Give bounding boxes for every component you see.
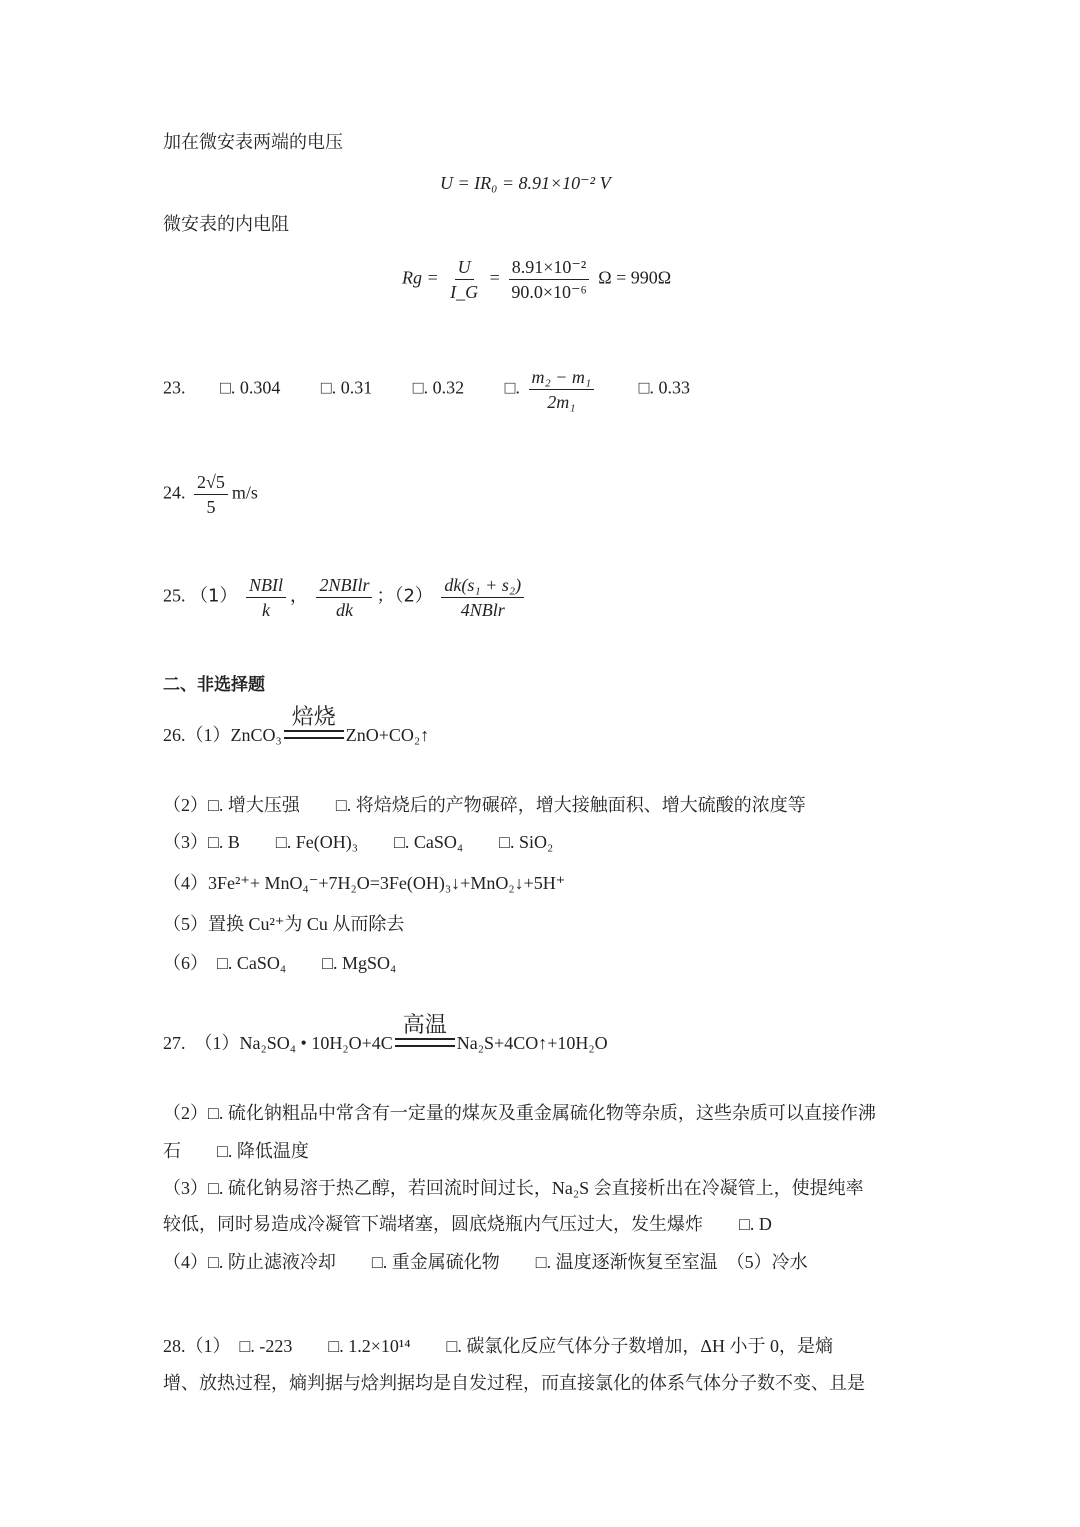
denominator: 5 xyxy=(206,497,216,517)
answer-4-label: □. xyxy=(504,377,520,398)
q26-part1 xyxy=(163,706,429,747)
q22-equation-resistance xyxy=(402,255,671,304)
eq-rhs: Ω = 990Ω xyxy=(598,267,672,288)
q23-answer xyxy=(163,365,690,414)
question-number: 25. xyxy=(163,585,186,606)
q27-part3-line2: 较低，同时易造成冷凝管下端堵塞，圆底烧瓶内气压过大，发生爆炸 □. D xyxy=(163,1214,772,1234)
fraction xyxy=(441,573,524,622)
products: Na₂S+4CO↑+10H₂O xyxy=(456,1033,608,1053)
reaction-condition xyxy=(395,1014,455,1055)
q22-equation-voltage: U = IR₀ = 8.91×10⁻² V xyxy=(440,173,611,193)
q27-part1 xyxy=(163,1014,608,1055)
answer-4-fraction xyxy=(529,365,595,414)
answer-2: □. 0.31 xyxy=(320,377,373,398)
q27-part2-line2: 石 □. 降低温度 xyxy=(163,1141,309,1161)
reactants: 26.（1）ZnCO₃ xyxy=(163,725,282,745)
q27-part4: （4）□. 防止滤液冷却 □. 重金属硫化物 □. 温度逐渐恢复至室温 （5）冷水 xyxy=(163,1252,808,1272)
numerator: m₂ − m₁ xyxy=(529,365,595,390)
part-label: （1） xyxy=(190,585,238,607)
denominator: k xyxy=(261,600,270,620)
q28-line1: 28.（1） □. -223 □. 1.2×10¹⁴ □. 碳氯化反应气体分子数增加，ΔH 小于 0，是熵 xyxy=(163,1336,834,1356)
denominator: dk xyxy=(335,600,353,620)
q26-part6: （6） □. CaSO₄ □. MgSO₄ xyxy=(163,953,397,973)
q25-answer xyxy=(163,573,528,622)
numerator: 2√5 xyxy=(194,470,228,495)
fraction xyxy=(194,470,228,519)
answer-5: □. 0.33 xyxy=(638,377,691,398)
fraction xyxy=(447,255,481,304)
denominator: 2m₁ xyxy=(547,392,576,412)
condition-label: 高温 xyxy=(402,1013,447,1038)
q22-text-voltage: 加在微安表两端的电压 xyxy=(163,132,343,153)
numerator: dk(s₁ + s₂) xyxy=(441,573,524,598)
reactants: 27. （1）Na₂SO₄ • 10H₂O+4C xyxy=(163,1033,393,1053)
condition-label: 焙烧 xyxy=(291,705,336,730)
answer-3: □. 0.32 xyxy=(412,377,465,398)
q26-part3: （3）□. B □. Fe(OH)₃ □. CaSO₄ □. SiO₂ xyxy=(163,832,554,852)
numerator: 2NBIlr xyxy=(316,573,372,598)
numerator: NBIl xyxy=(246,573,286,598)
eq-lhs: Rg = xyxy=(402,267,439,288)
equals: = xyxy=(489,267,500,288)
numerator: 8.91×10⁻² xyxy=(509,255,590,280)
part-label: ；（2） xyxy=(376,585,433,607)
denominator: 90.0×10⁻⁶ xyxy=(511,282,587,302)
unit: m/s xyxy=(231,482,258,503)
denominator: I_G xyxy=(450,282,479,302)
section-heading: 二、非选择题 xyxy=(163,675,265,695)
q28-line2: 增、放热过程，熵判据与焓判据均是自发过程，而直接氯化的体系气体分子数不变、且是 xyxy=(163,1373,865,1393)
q26-part2: （2）□. 增大压强 □. 将焙烧后的产物碾碎，增大接触面积、增大硫酸的浓度等 xyxy=(163,795,806,815)
q27-part2-line1: （2）□. 硫化钠粗品中常含有一定量的煤灰及重金属硫化物等杂质，这些杂质可以直接作沸 xyxy=(163,1103,876,1123)
double-line xyxy=(284,730,344,739)
fraction xyxy=(316,573,372,622)
q27-part3-line1: （3）□. 硫化钠易溶于热乙醇，若回流时间过长，Na₂S 会直接析出在冷凝管上，使提纯率 xyxy=(163,1178,864,1198)
question-number: 23. xyxy=(163,377,186,398)
numerator: U xyxy=(455,255,474,280)
fraction xyxy=(508,255,589,304)
q26-part4: （4）3Fe²⁺+ MnO₄⁻+7H₂O=3Fe(OH)₃↓+MnO₂↓+5H⁺ xyxy=(163,873,566,893)
reaction-condition xyxy=(284,706,344,747)
separator: ， xyxy=(289,585,308,607)
question-number: 24. xyxy=(163,482,186,503)
q22-text-resistance: 微安表的内电阻 xyxy=(163,214,289,235)
fraction xyxy=(246,573,286,622)
products: ZnO+CO₂↑ xyxy=(345,725,430,745)
denominator: 4NBlr xyxy=(460,600,505,620)
q26-part5: （5）置换 Cu²⁺为 Cu 从而除去 xyxy=(163,914,405,934)
q24-answer xyxy=(163,470,258,519)
answer-1: □. 0.304 xyxy=(220,377,281,398)
double-line xyxy=(395,1038,455,1047)
